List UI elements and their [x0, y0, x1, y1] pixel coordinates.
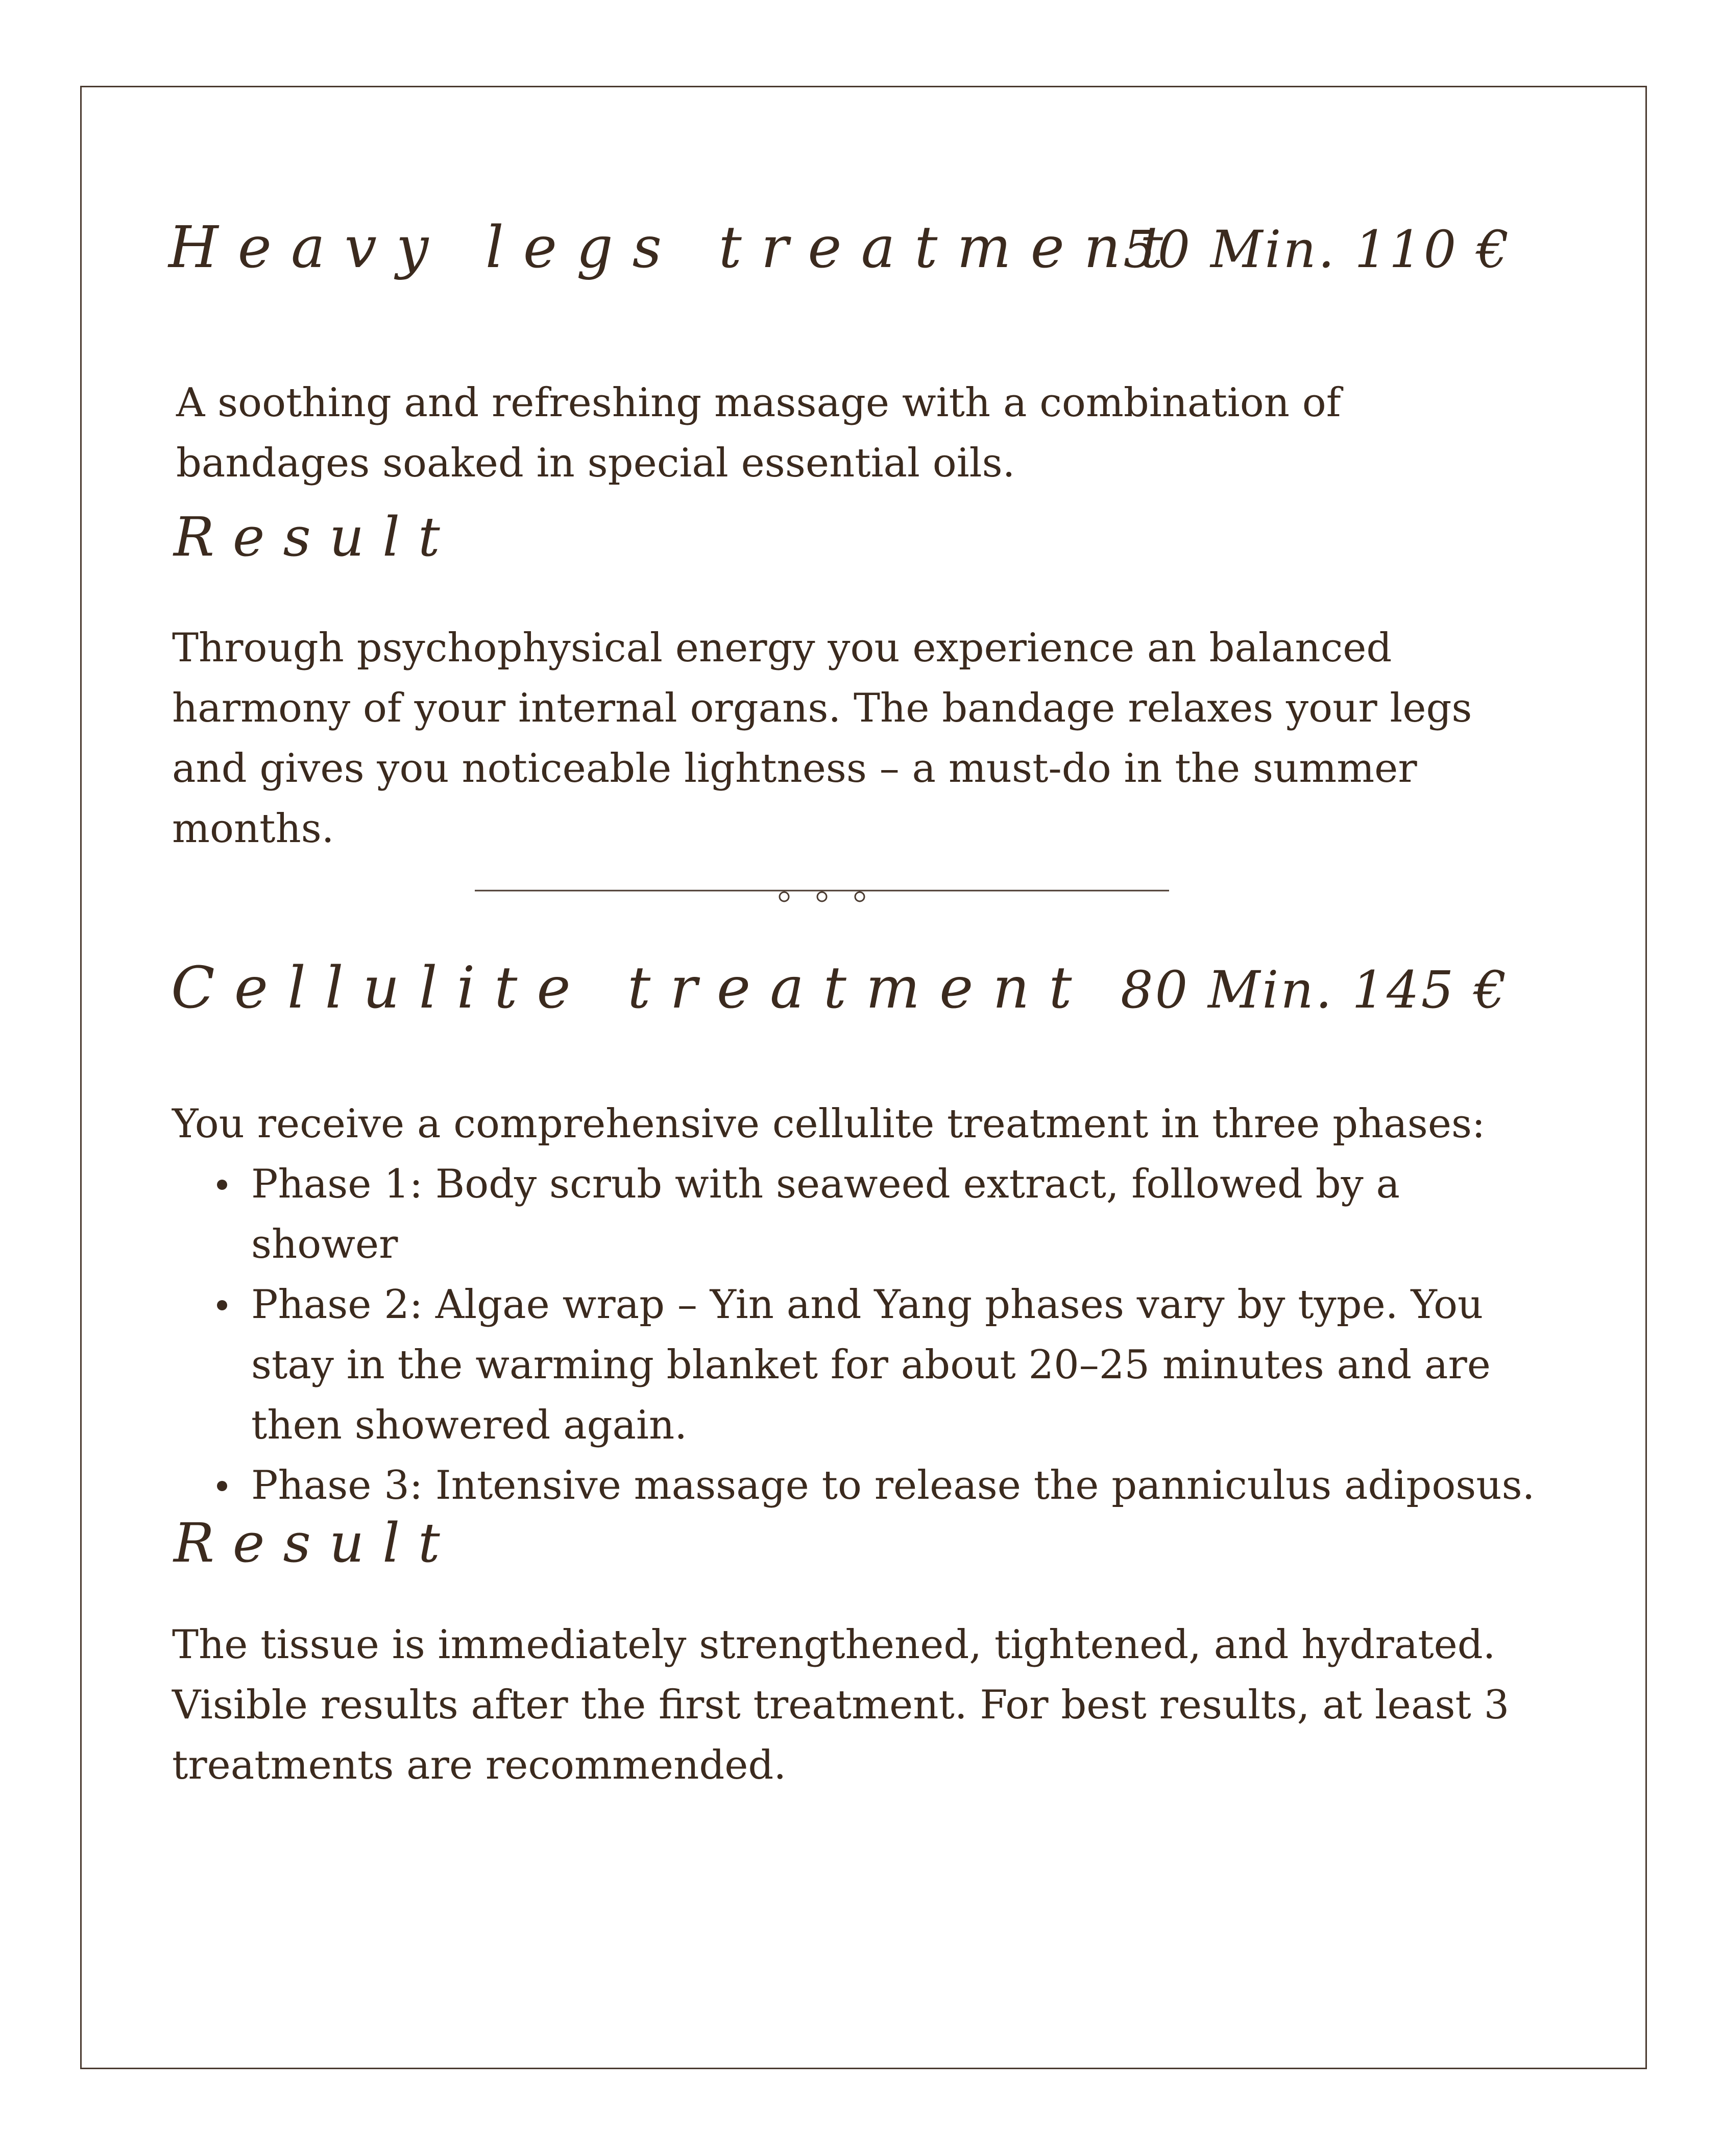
phase-list [172, 1154, 1550, 1516]
phase-text: Phase 2: Algae wrap – Yin and Yang phases vary by type. You stay in the warming blanket for about 20–25 minutes and are then showered again. [251, 1282, 1491, 1448]
treatment-price-heavy-legs: 50 Min. 110 € [1123, 220, 1511, 279]
phase-text: Phase 1: Body scrub with seaweed extract, followed by a shower [251, 1161, 1400, 1267]
phase-item [172, 1154, 1550, 1275]
result-heading-heavy-legs: Result [174, 506, 458, 568]
phase-item [172, 1455, 1550, 1516]
bullet-icon [217, 1300, 227, 1310]
phase-item [172, 1275, 1550, 1455]
phase-text: Phase 3: Intensive massage to release the panniculus adiposus. [251, 1463, 1535, 1508]
result-heading-cellulite: Result [174, 1512, 458, 1574]
treatment-title-cellulite: Cellulite treatment [171, 955, 1091, 1021]
result-text-heavy-legs: Through psychophysical energy you experience an balanced harmony of your internal organs. The bandage relaxes your legs and gives you noticeable lightness – a must-do in the summer months. [172, 625, 1472, 852]
treatment-description-heavy-legs: A soothing and refreshing massage with a combination of bandages soaked in special essential oils. [176, 380, 1341, 486]
bullet-icon [217, 1180, 227, 1190]
treatment-price-cellulite: 80 Min. 145 € [1121, 960, 1509, 1020]
bullet-icon [217, 1481, 227, 1491]
result-text-cellulite: The tissue is immediately strengthened, tightened, and hydrated. Visible results after the first treatment. For best results, at least 3 treatments are recommended. [172, 1622, 1510, 1788]
ornamental-divider-icon [475, 877, 1169, 908]
treatment-description-cellulite: You receive a comprehensive cellulite treatment in three phases: [172, 1101, 1486, 1147]
treatment-title-heavy-legs: Heavy legs treatment [168, 214, 1182, 281]
